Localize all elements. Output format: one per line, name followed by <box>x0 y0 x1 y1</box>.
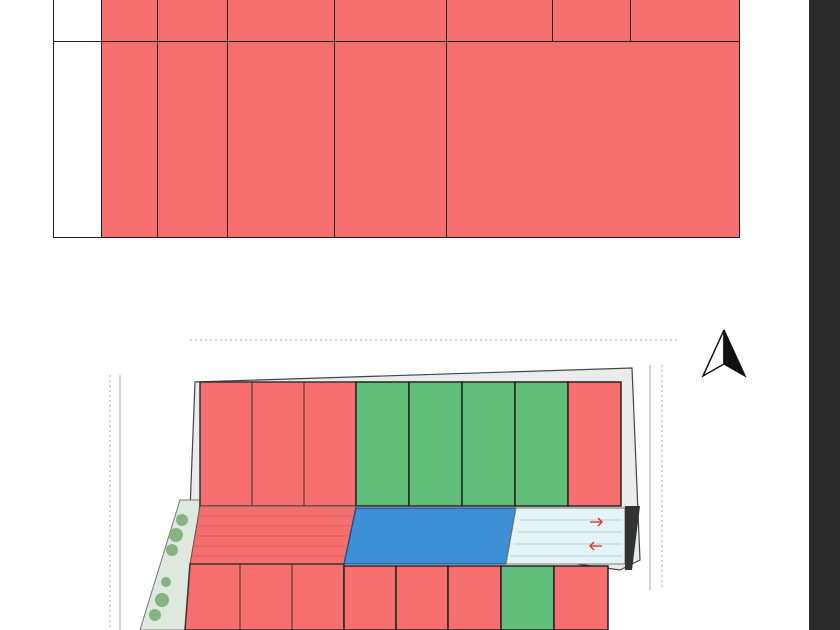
site-plan <box>0 320 809 630</box>
segunda-etapa-cell <box>54 0 102 42</box>
availability-table <box>53 0 740 238</box>
etapa3-top-block <box>200 382 356 506</box>
right-edge-strip <box>809 0 840 630</box>
segunda-etapa-area <box>344 508 516 564</box>
lot-9 <box>344 566 396 630</box>
lot-1 <box>554 566 608 630</box>
lot-3 <box>501 566 554 630</box>
table-row-partial <box>54 0 740 42</box>
table-row-tercera <box>54 42 740 238</box>
lot-2 <box>568 382 621 506</box>
lot-7 <box>396 566 448 630</box>
lot-6 <box>462 382 515 506</box>
lot-5 <box>448 566 501 630</box>
site-plan-drawing <box>0 320 809 630</box>
etapa3-label <box>237 510 317 600</box>
lot-8 <box>409 382 462 506</box>
tercera-etapa-cell <box>54 42 102 238</box>
north-arrow-icon <box>699 326 749 396</box>
lot-4 <box>515 382 568 506</box>
lot-10 <box>356 382 409 506</box>
no-disponible-cell <box>447 42 740 238</box>
